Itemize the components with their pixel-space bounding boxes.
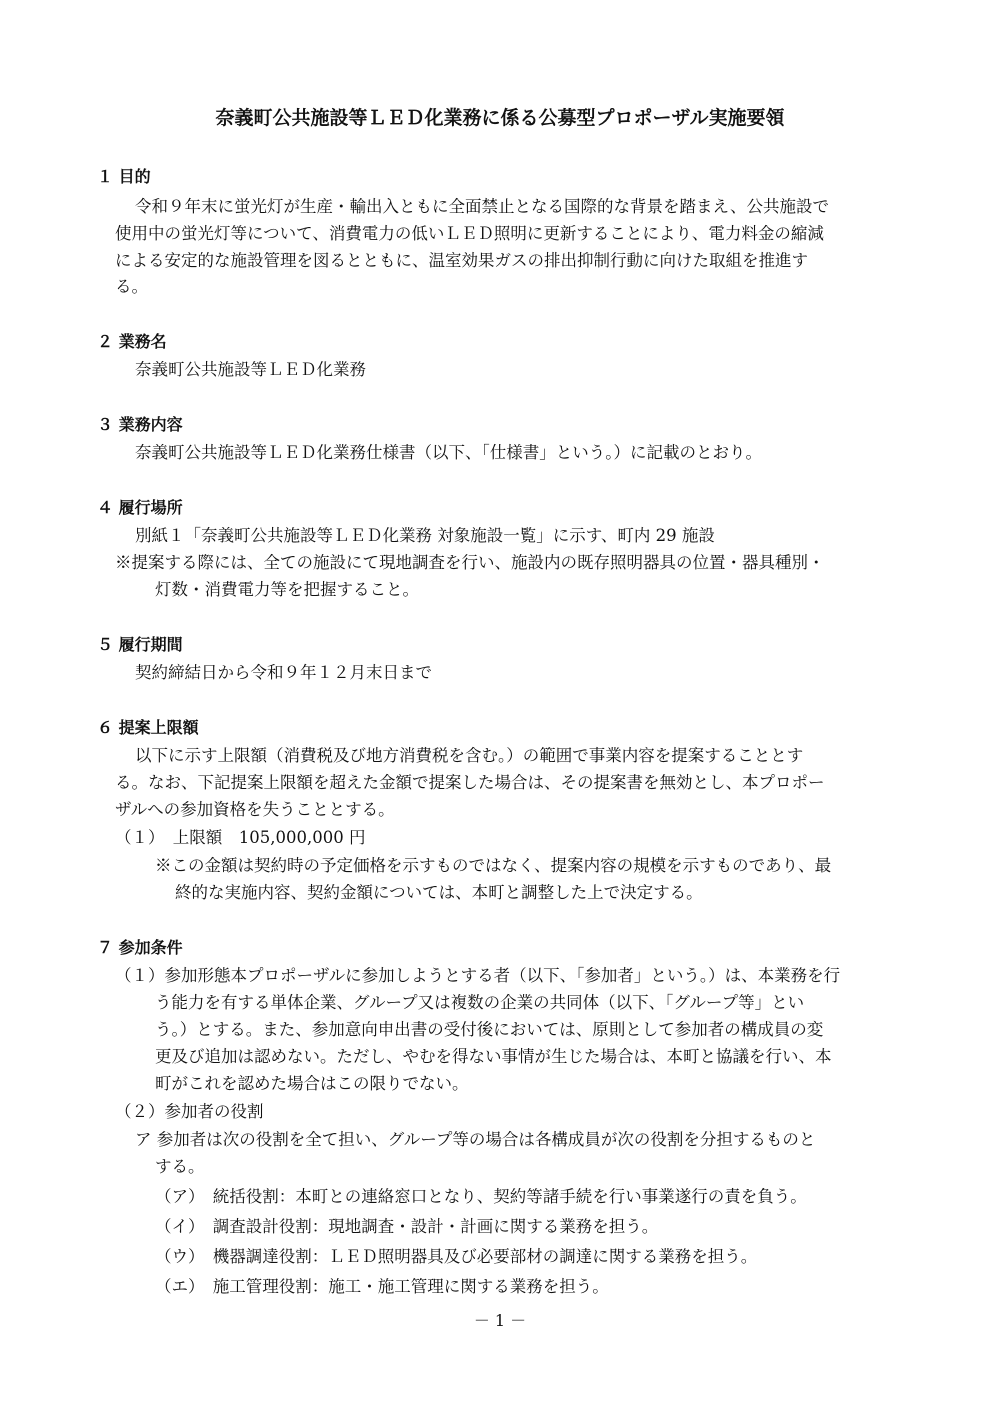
section-4-note: ※提案する際には、全ての施設にて現地調査を行い、施設内の既存照明器具の位置・器具種別・ xyxy=(115,553,825,572)
section-1-line: 使用中の蛍光灯等について、消費電力の低いＬＥＤ照明に更新することにより、電力料金の縮減 xyxy=(115,224,824,243)
section-7-p1-line: う。）とする。また、参加意向申出書の受付後においては、原則として参加者の構成員の変 xyxy=(155,1020,824,1039)
section-1-line: る。 xyxy=(115,277,148,296)
section-7-p1-line: （１）参加形態本プロポーザルに参加しようとする者（以下、「参加者」という。）は、本業務を行 xyxy=(115,966,841,985)
section-1-heading: １ 目的 xyxy=(97,167,151,186)
document-title: 奈義町公共施設等ＬＥＤ化業務に係る公募型プロポーザル実施要領 xyxy=(215,107,785,129)
section-7-a-line: ア 参加者は次の役割を全て担い、グループ等の場合は各構成員が次の役割を分担するものと xyxy=(135,1130,816,1149)
section-3-body: 奈義町公共施設等ＬＥＤ化業務仕様書（以下、「仕様書」という。）に記載のとおり。 xyxy=(135,443,762,462)
section-5-body: 契約締結日から令和９年１２月末日まで xyxy=(135,663,432,682)
role-item: （イ） 調査設計役割：現地調査・設計・計画に関する業務を担う。 xyxy=(155,1217,659,1236)
section-6-line: ザルへの参加資格を失うこととする。 xyxy=(115,800,395,819)
page-number: － 1 － xyxy=(473,1311,527,1330)
role-item: （ア） 統括役割：本町との連絡窓口となり、契約等諸手続を行い事業遂行の責を負う。 xyxy=(155,1187,807,1206)
role-item: （ウ） 機器調達役割：ＬＥＤ照明器具及び必要部材の調達に関する業務を担う。 xyxy=(155,1247,758,1266)
section-7-p1-line: 更及び追加は認めない。ただし、やむを得ない事情が生じた場合は、本町と協議を行い、本 xyxy=(155,1047,832,1066)
section-6-heading: ６ 提案上限額 xyxy=(97,718,199,737)
section-6-note: ※この金額は契約時の予定価格を示すものではなく、提案内容の規模を示すものであり、最 xyxy=(155,856,832,875)
section-7-heading: ７ 参加条件 xyxy=(97,938,183,957)
section-4-body: 別紙１「奈義町公共施設等ＬＥＤ化業務 対象施設一覧」に示す、町内 29 施設 xyxy=(135,526,715,545)
section-1-line: 令和９年末に蛍光灯が生産・輸出入ともに全面禁止となる国際的な背景を踏まえ、公共施設で xyxy=(135,197,829,216)
section-5-heading: ５ 履行期間 xyxy=(97,635,183,654)
section-6-note-cont: 終的な実施内容、契約金額については、本町と調整した上で決定する。 xyxy=(175,883,703,902)
section-7-p1-line: う能力を有する単体企業、グループ又は複数の企業の共同体（以下、「グループ等」とい xyxy=(155,993,805,1012)
section-1-line: による安定的な施設管理を図るとともに、温室効果ガスの排出抑制行動に向けた取組を推進す xyxy=(115,251,808,270)
section-6-line: 以下に示す上限額（消費税及び地方消費税を含む。）の範囲で事業内容を提案することとす xyxy=(135,746,804,765)
section-7-p1-line: 町がこれを認めた場合はこの限りでない。 xyxy=(155,1074,469,1093)
section-6-limit: （１） 上限額 105,000,000 円 xyxy=(115,828,366,847)
section-7-p2: （２）参加者の役割 xyxy=(115,1102,264,1121)
section-3-heading: ３ 業務内容 xyxy=(97,415,183,434)
section-7-a-line: する。 xyxy=(155,1157,205,1176)
section-2-heading: ２ 業務名 xyxy=(97,332,167,351)
section-4-note-cont: 灯数・消費電力等を把握すること。 xyxy=(155,580,419,599)
section-2-body: 奈義町公共施設等ＬＥＤ化業務 xyxy=(135,360,366,379)
section-6-line: る。なお、下記提案上限額を超えた金額で提案した場合は、その提案書を無効とし、本プロポー xyxy=(115,773,825,792)
role-item: （エ） 施工管理役割：施工・施工管理に関する業務を担う。 xyxy=(155,1277,609,1296)
section-4-heading: ４ 履行場所 xyxy=(97,498,183,517)
